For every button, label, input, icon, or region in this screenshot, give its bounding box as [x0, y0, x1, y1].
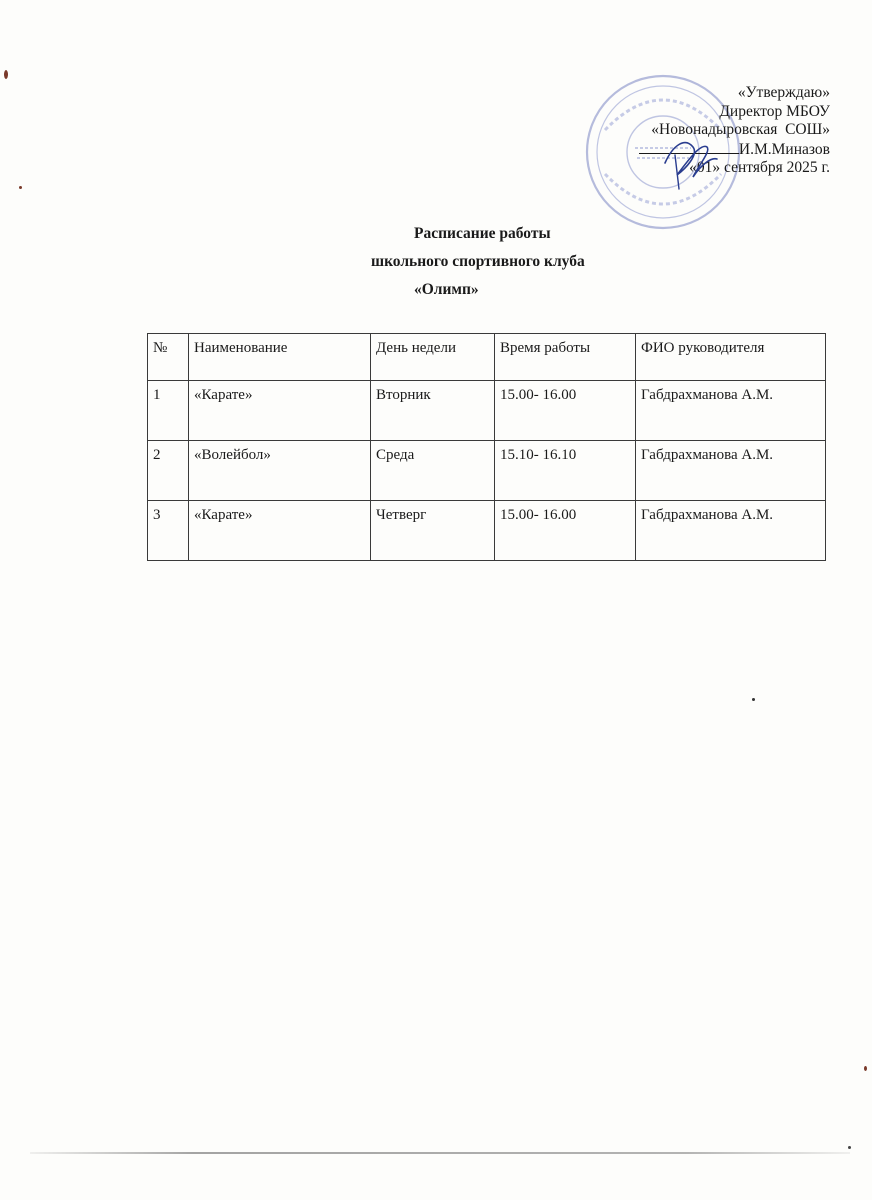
approval-signer: И.М.Миназов	[738, 140, 830, 158]
table-row	[148, 441, 826, 501]
cell-time: 15.00- 16.00	[495, 501, 636, 561]
header-leader: ФИО руководителя	[636, 334, 826, 381]
header-number: №	[148, 334, 189, 381]
scan-speck	[752, 698, 755, 701]
title-line-2: школьного спортивного клуба	[371, 253, 585, 270]
approval-heading: «Утверждаю»	[737, 84, 830, 101]
cell-leader: Габдрахманова А.М.	[636, 441, 826, 501]
cell-leader: Габдрахманова А.М.	[636, 501, 826, 561]
cell-number: 3	[148, 501, 189, 561]
cell-time: 15.10- 16.10	[495, 441, 636, 501]
approval-date: «01» сентября 2025 г.	[689, 159, 830, 176]
approval-organization: «Новонадыровская СОШ»	[651, 121, 830, 138]
cell-number: 2	[148, 441, 189, 501]
scan-speck	[4, 70, 8, 79]
cell-weekday: Среда	[371, 441, 495, 501]
cell-weekday: Четверг	[371, 501, 495, 561]
scan-edge-line	[30, 1152, 850, 1154]
cell-name: «Карате»	[189, 381, 371, 441]
header-name: Наименование	[189, 334, 371, 381]
table-row	[148, 501, 826, 561]
cell-name: «Волейбол»	[189, 441, 371, 501]
approval-position: Директор МБОУ	[719, 102, 830, 120]
schedule-table	[147, 333, 826, 561]
title-line-1: Расписание работы	[414, 225, 551, 242]
cell-time: 15.00- 16.00	[495, 381, 636, 441]
scan-speck	[848, 1146, 851, 1149]
header-time: Время работы	[495, 334, 636, 381]
header-weekday: День недели	[371, 334, 495, 381]
title-line-3: «Олимп»	[414, 281, 479, 298]
cell-leader: Габдрахманова А.М.	[636, 381, 826, 441]
signature-icon	[655, 125, 725, 195]
cell-number: 1	[148, 381, 189, 441]
cell-weekday: Вторник	[371, 381, 495, 441]
table-header-row	[148, 334, 826, 381]
table-row	[148, 381, 826, 441]
cell-name: «Карате»	[189, 501, 371, 561]
scan-speck	[864, 1066, 867, 1071]
scan-speck	[19, 186, 22, 189]
